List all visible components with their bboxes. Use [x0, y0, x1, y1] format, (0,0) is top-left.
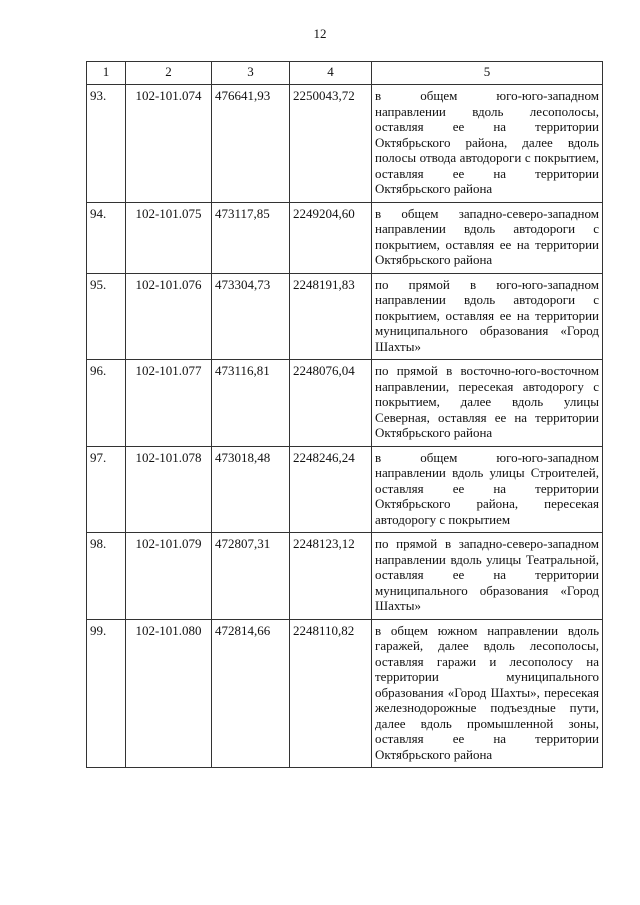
column-header-4: 4: [290, 62, 372, 85]
boundary-description: по прямой в юго-юго-западном направлении вдоль автодороги с покрытием, оставляя ее на территории муниципального образования «Город Шахты»: [372, 273, 603, 360]
boundary-description: по прямой в восточно-юго-восточном направлении, пересекая автодорогу с покрытием, далее вдоль улицы Северная, оставляя ее на территории Октябрьского района: [372, 360, 603, 447]
row-number: 96.: [87, 360, 126, 447]
table-row: [87, 446, 603, 533]
table-row: [87, 619, 603, 768]
row-number: 98.: [87, 533, 126, 620]
boundary-coordinates-table: [86, 61, 603, 768]
point-code: 102-101.079: [126, 533, 212, 620]
row-number: 95.: [87, 273, 126, 360]
point-code: 102-101.075: [126, 202, 212, 273]
coordinate-y: 2248076,04: [290, 360, 372, 447]
coordinate-x: 473018,48: [212, 446, 290, 533]
coordinate-x: 473116,81: [212, 360, 290, 447]
row-number: 97.: [87, 446, 126, 533]
coordinate-y: 2249204,60: [290, 202, 372, 273]
table-header-row: [87, 62, 603, 85]
point-code: 102-101.074: [126, 85, 212, 203]
coordinate-x: 473117,85: [212, 202, 290, 273]
boundary-description: по прямой в западно-северо-западном направлении вдоль улицы Театральной, оставляя ее на территории муниципального образования «Город Шахты»: [372, 533, 603, 620]
coordinate-y: 2248110,82: [290, 619, 372, 768]
table-row: [87, 85, 603, 203]
table-row: [87, 360, 603, 447]
boundary-description: в общем юго-юго-западном направлении вдоль улицы Строителей, оставляя ее на территории Октябрьского района, пересекая автодорогу с покрытием: [372, 446, 603, 533]
coordinate-x: 472814,66: [212, 619, 290, 768]
column-header-1: 1: [87, 62, 126, 85]
column-header-2: 2: [126, 62, 212, 85]
coordinate-x: 476641,93: [212, 85, 290, 203]
coordinate-y: 2250043,72: [290, 85, 372, 203]
row-number: 93.: [87, 85, 126, 203]
page-number: 12: [313, 26, 327, 41]
table-row: [87, 533, 603, 620]
column-header-5: 5: [372, 62, 603, 85]
row-number: 99.: [87, 619, 126, 768]
boundary-description: в общем южном направлении вдоль гаражей, далее вдоль лесополосы, оставляя гаражи и лесополосу на территории муниципального образования «Город Шахты», пересекая железнодорожные подъездные пути, далее вдоль промышленной зоны, оставляя ее на территории Октябрьского района: [372, 619, 603, 768]
table-row: [87, 202, 603, 273]
coordinate-y: 2248246,24: [290, 446, 372, 533]
point-code: 102-101.076: [126, 273, 212, 360]
coordinate-x: 473304,73: [212, 273, 290, 360]
coordinate-y: 2248123,12: [290, 533, 372, 620]
point-code: 102-101.080: [126, 619, 212, 768]
column-header-3: 3: [212, 62, 290, 85]
boundary-description: в общем западно-северо-западном направлении вдоль автодороги с покрытием, оставляя ее на территории Октябрьского района: [372, 202, 603, 273]
coordinate-y: 2248191,83: [290, 273, 372, 360]
point-code: 102-101.077: [126, 360, 212, 447]
row-number: 94.: [87, 202, 126, 273]
boundary-description: в общем юго-юго-западном направлении вдоль лесополосы, оставляя ее на территории Октябрьского района, далее вдоль полосы отвода автодороги с покрытием, оставляя ее на территории Октябрьского района: [372, 85, 603, 203]
table-row: [87, 273, 603, 360]
point-code: 102-101.078: [126, 446, 212, 533]
coordinate-x: 472807,31: [212, 533, 290, 620]
